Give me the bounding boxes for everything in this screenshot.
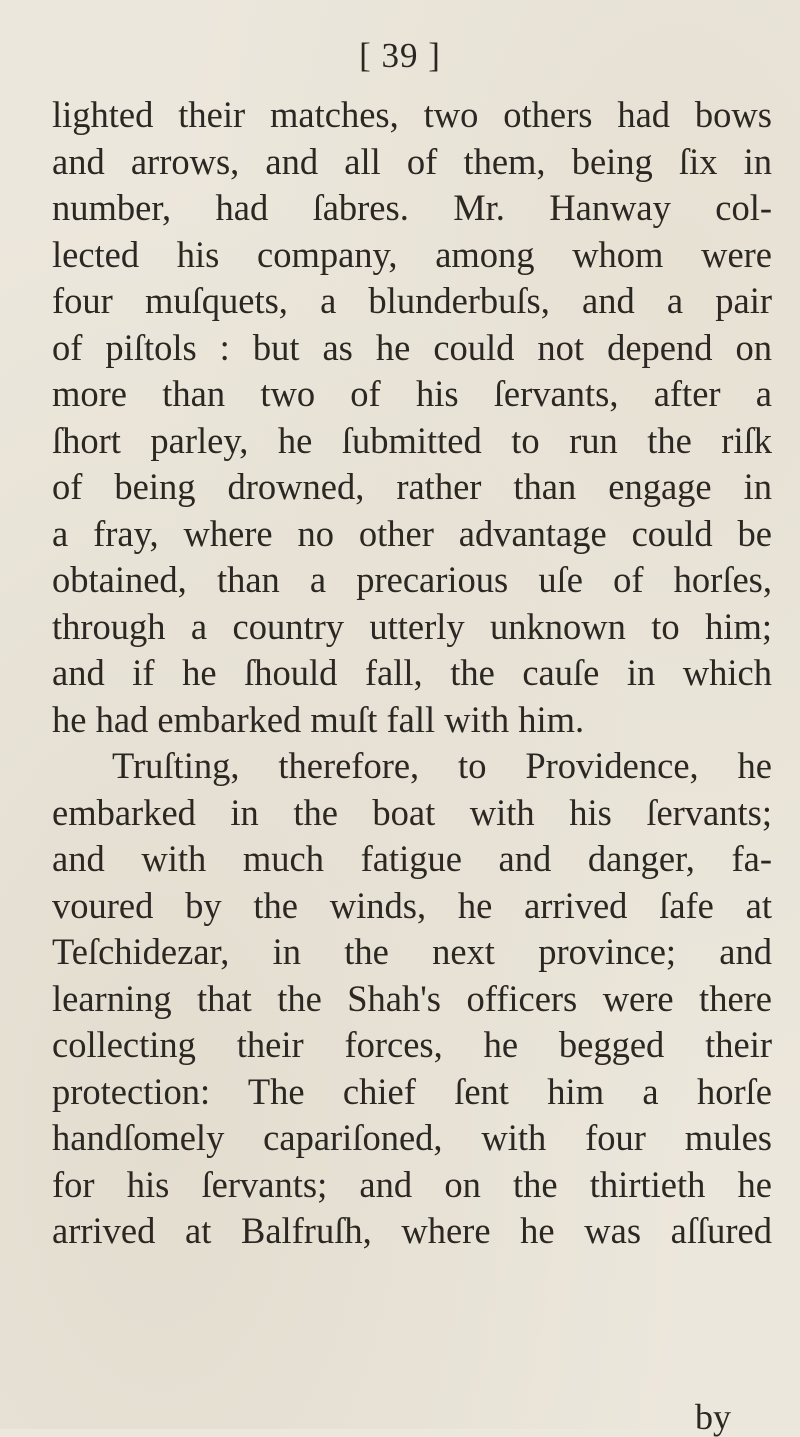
text-line-10: a fray, where no other advantage could be [52,512,772,554]
text-line-17: and with much fatigue and danger, fa- [52,838,772,879]
text-line-18: voured by the winds, he arrived ſafe at [52,884,772,926]
text-line-23: handſomely capariſoned, with four mules [52,1117,772,1158]
page-number-header: [ 39 ] [359,36,441,75]
text-line-15: Truſting, therefore, to Providence, he [112,745,772,786]
catchword: by [695,1397,731,1437]
text-line-13: and if he ſhould fall, the cauſe in which [52,652,772,693]
text-line-6: of piſtols : but as he could not depend on [52,326,772,368]
text-line-25: arrived at Balfruſh, where he was aſſured [52,1210,772,1251]
text-line-20: learning that the Shah's officers were there [52,977,772,1019]
text-line-19: Teſchidezar, in the next province; and [52,931,772,972]
text-line-9: of being drowned, rather than engage in [52,466,772,507]
text-line-12: through a country utterly unknown to him; [52,605,772,647]
text-line-24: for his ſervants; and on the thirtieth he [52,1163,772,1205]
text-line-11: obtained, than a precarious uſe of horſes, [52,559,772,600]
text-line-3: number, had ſabres. Mr. Hanway col- [52,187,772,228]
text-line-21: collecting their forces, he begged their [52,1024,772,1065]
text-line-8: ſhort parley, he ſubmitted to run the riſk [52,419,772,461]
text-line-1: lighted their matches, two others had bows [52,94,772,135]
text-line-14: he had embarked muſt fall with him. [52,698,585,740]
text-line-2: and arrows, and all of them, being ſix in [52,140,772,182]
text-line-16: embarked in the boat with his ſervants; [52,791,772,833]
text-line-4: lected his company, among whom were [52,233,772,275]
text-line-5: four muſquets, a blunderbuſs, and a pair [52,280,772,321]
text-line-22: protection: The chief ſent him a horſe [52,1070,772,1112]
body-text [52,92,772,1255]
text-line-7: more than two of his ſervants, after a [52,373,772,414]
